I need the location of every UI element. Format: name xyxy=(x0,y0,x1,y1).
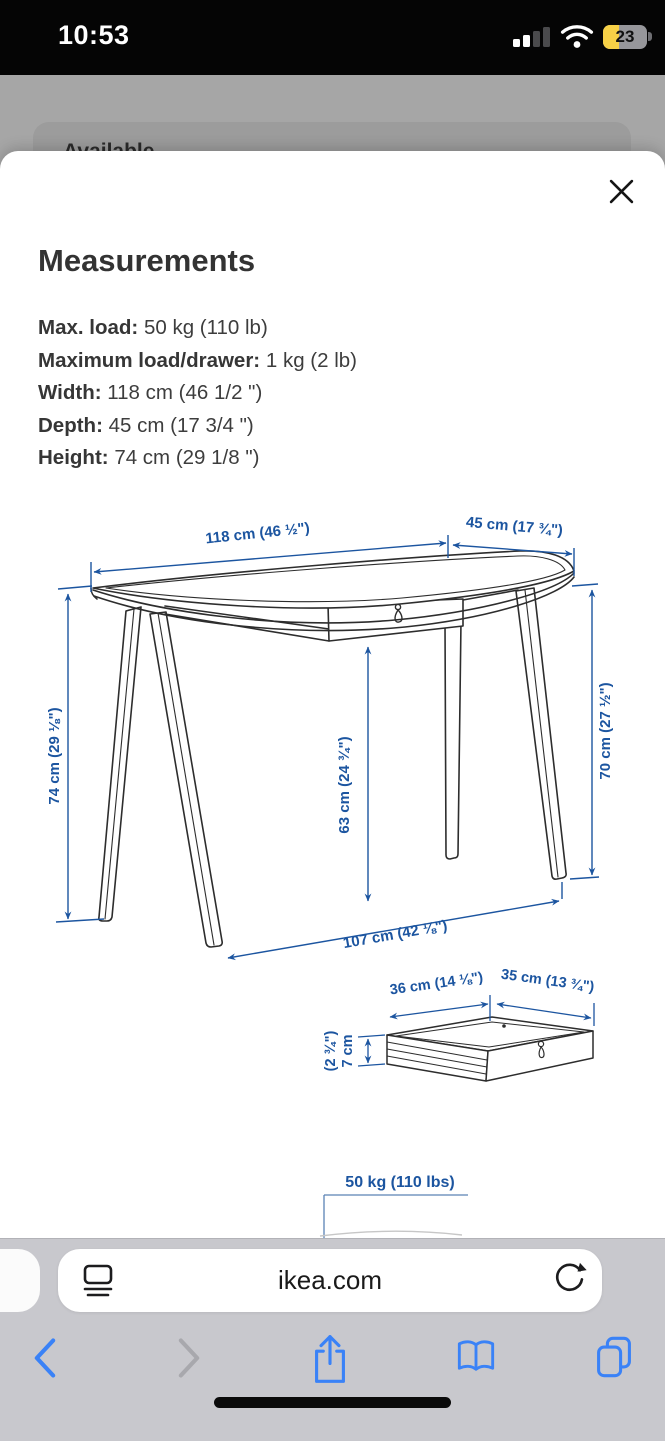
spec-row-drawer-load xyxy=(38,345,357,378)
spec-label: Max. load: xyxy=(38,316,139,339)
dim-label-underframe: 70 cm (27 ½") xyxy=(597,682,614,780)
dim-label-leg-span: 107 cm (42 ⅛") xyxy=(341,917,449,953)
spec-value: 50 kg (110 lb) xyxy=(143,316,268,339)
cellular-signal-icon xyxy=(513,25,551,49)
spec-row-depth xyxy=(38,410,357,443)
max-load-label: 50 kg (110 lbs) xyxy=(345,1174,455,1191)
home-indicator[interactable] xyxy=(214,1397,451,1408)
wifi-icon xyxy=(560,24,594,49)
spec-value: 74 cm (29 1/8 ") xyxy=(114,446,260,470)
back-chevron-icon xyxy=(32,1337,58,1379)
status-time: 10:53 xyxy=(58,20,130,50)
cutoff-surface-line xyxy=(320,1231,462,1236)
dim-label-drawer-clearance: 63 cm (24 ¾") xyxy=(336,736,353,834)
battery-nub xyxy=(648,32,652,41)
spec-row-height xyxy=(38,442,357,475)
bookmarks-book-icon xyxy=(456,1339,496,1373)
dim-label-drawer-depth: 35 cm (13 ¾") xyxy=(499,966,596,996)
reload-icon xyxy=(553,1262,586,1295)
spec-value: 45 cm (17 3/4 ") xyxy=(108,413,254,437)
tabs-button[interactable] xyxy=(595,1335,633,1382)
url-text: ikea.com xyxy=(277,1265,383,1295)
spec-row-width xyxy=(38,377,357,410)
spec-list xyxy=(38,312,357,475)
drawer-drawing xyxy=(387,1017,593,1081)
reload-button[interactable] xyxy=(552,1262,586,1296)
share-button[interactable] xyxy=(311,1333,349,1388)
spec-label: Height: xyxy=(38,446,109,470)
spec-label: Depth: xyxy=(38,413,103,437)
battery-percent: 23 xyxy=(615,26,635,46)
forward-button[interactable] xyxy=(176,1337,202,1382)
spec-label: Maximum load/drawer: xyxy=(38,348,261,372)
tabs-icon xyxy=(595,1335,633,1379)
dim-label-drawer-width: 36 cm (14 ⅛") xyxy=(388,969,485,999)
previous-tab-peek[interactable] xyxy=(0,1249,40,1312)
forward-chevron-icon xyxy=(176,1337,202,1379)
battery-icon xyxy=(603,25,647,49)
safari-bottom-chrome xyxy=(0,1238,665,1441)
status-icons xyxy=(513,24,647,49)
desk-measurement-diagram xyxy=(0,490,665,1250)
dim-label-height: 74 cm (29 ⅛") xyxy=(46,707,63,805)
back-button[interactable] xyxy=(32,1337,58,1382)
address-bar[interactable] xyxy=(58,1249,602,1312)
share-icon xyxy=(311,1333,349,1385)
status-bar xyxy=(0,0,665,75)
close-button[interactable] xyxy=(598,168,644,214)
dim-label-width: 118 cm (46 ½") xyxy=(204,519,311,548)
spec-value: 1 kg (2 lb) xyxy=(265,348,357,372)
spec-row-max-load xyxy=(38,312,357,345)
dim-label-drawer-height-1: 7 cm xyxy=(340,1034,356,1068)
background-card-peek xyxy=(33,122,631,151)
spec-label: Width: xyxy=(38,381,102,405)
sheet-title: Measurements xyxy=(38,243,256,278)
desk-drawing xyxy=(91,551,574,947)
spec-value: 118 cm (46 1/2 ") xyxy=(107,381,263,405)
bookmarks-button[interactable] xyxy=(456,1339,496,1376)
close-icon xyxy=(609,179,634,204)
dim-label-depth: 45 cm (17 ¾") xyxy=(465,513,564,540)
dim-label-drawer-height-2: (2 ¾") xyxy=(323,1030,339,1072)
